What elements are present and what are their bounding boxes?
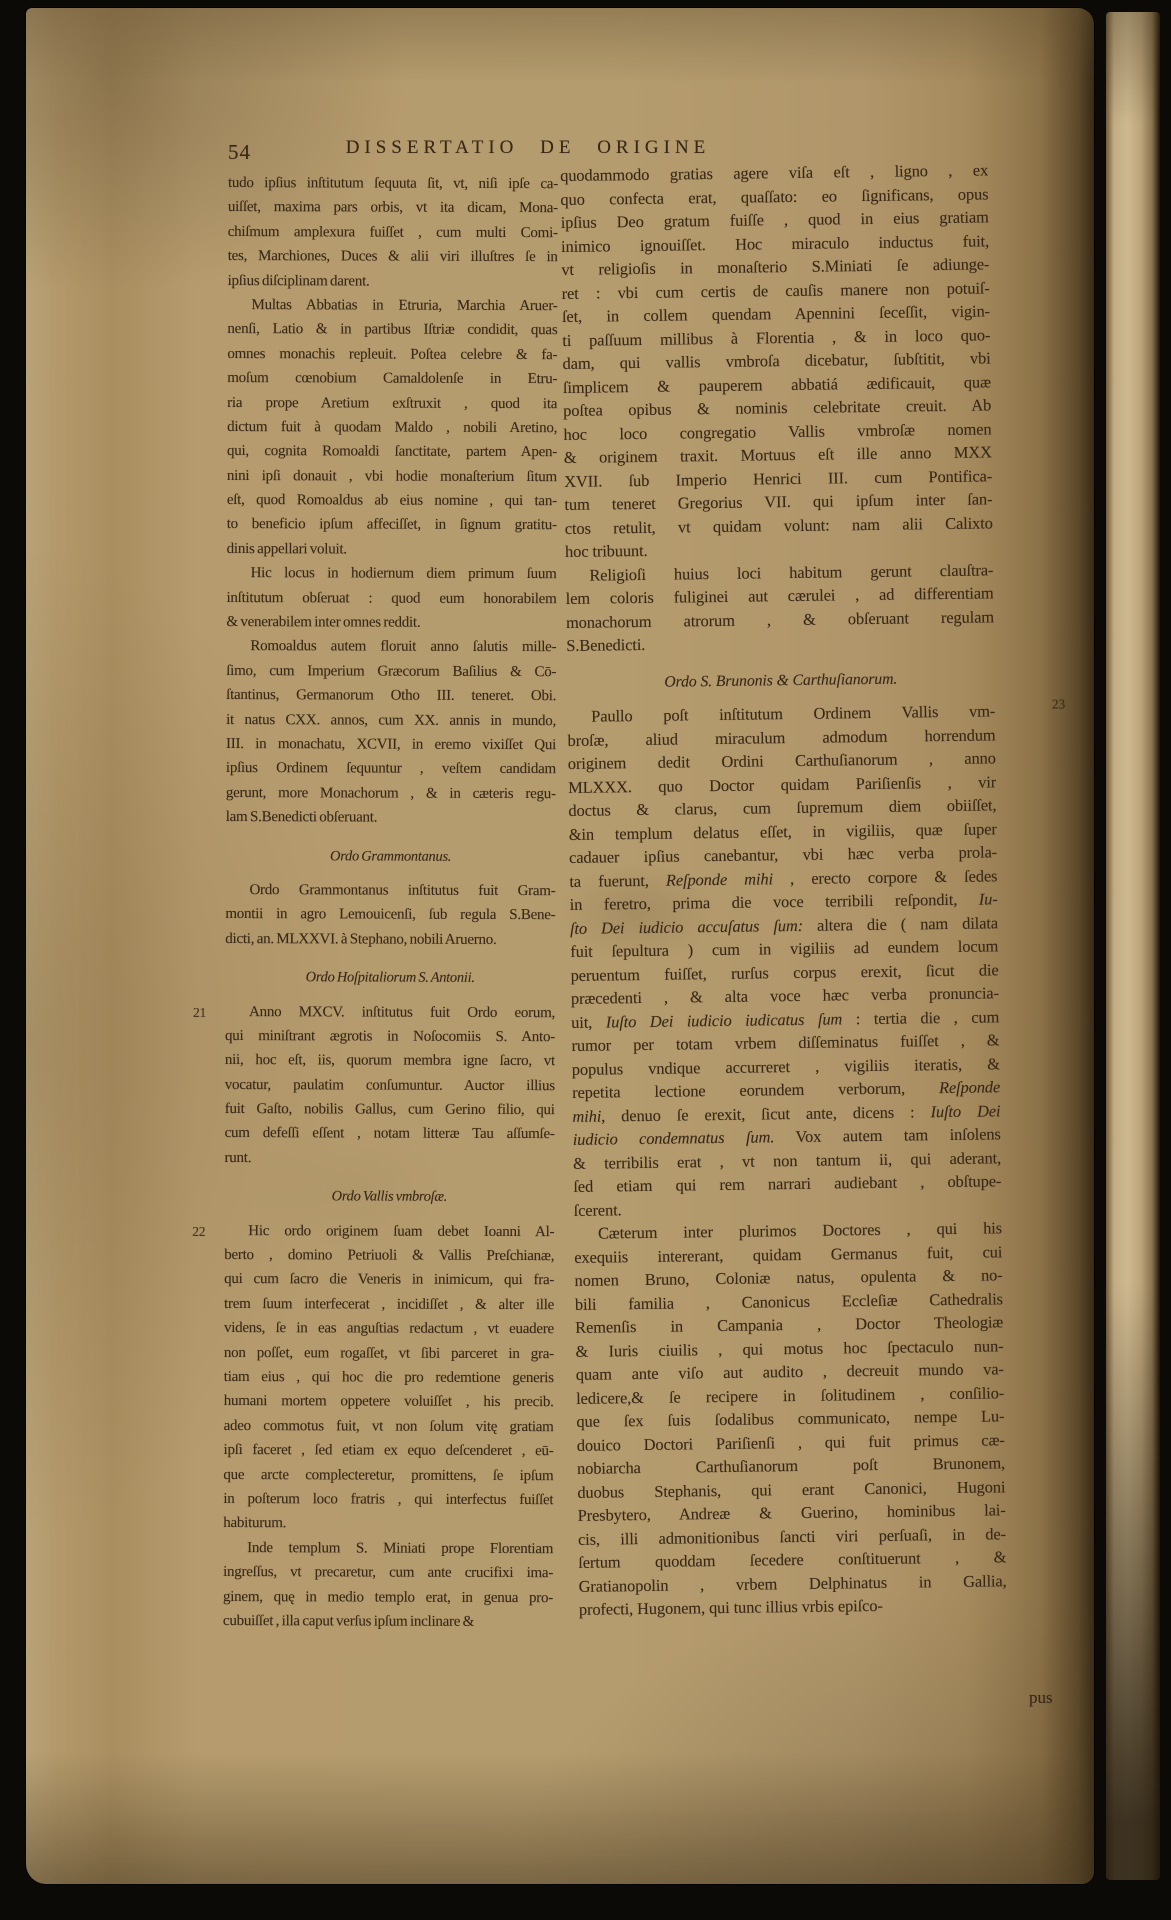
text-line: Hic ordo originem ſuam debet Ioanni Al- <box>248 1222 555 1240</box>
italic-phrase: Iu- <box>978 889 998 909</box>
text-line: doctus & clarus, cum ſupremum diem obiiſſet, <box>568 795 997 820</box>
italic-phrase: ſto Dei iudicio accuſatus ſum: <box>569 915 804 938</box>
paragraph <box>193 1000 556 1172</box>
section-heading: Ordo Hoſpitaliorum S. Antonii. <box>305 969 475 986</box>
text-line: dicti, an. MLXXVI. à Stephano, nobili Aruerno. <box>225 930 497 948</box>
text-line: ſet, in collem quendam Apennini ſeceſſit, vigin- <box>561 301 991 326</box>
text-line: peruentum fuiſſet, rurſus corpus erexit, ſicut die <box>570 959 999 985</box>
text-line: habiturum. <box>223 1515 287 1532</box>
text-line: & venerabilem inter omnes reddit. <box>226 614 421 631</box>
text-line: ſertum quoddam ſecedere conſtituerunt , & <box>578 1547 1007 1572</box>
text-line: broſæ, aliud miraculum admodum horrendum <box>567 724 996 750</box>
text-line: eſt, quod Romoaldus ab eius nomine , qui tan- <box>226 492 557 510</box>
text-segment: : tertia die , cum <box>842 1006 1000 1028</box>
page-number: 54 <box>228 140 251 164</box>
text-line: ſimo, cum Imperium Græcorum Baſilius & Cō- <box>226 662 557 680</box>
left-column <box>192 171 558 1634</box>
text-line: originem dedit Ordini Carthuſianorum , anno <box>567 748 996 773</box>
text-line: S.Benedicti. <box>566 634 646 655</box>
text-line: lem coloris fuliginei aut cærulei , ad differentiam <box>565 583 994 608</box>
text-line: nii, hoc eſt, iis, quorum membra igne ſacro, vt <box>224 1052 555 1070</box>
text-line: hoc loco congregatio Vallis vmbroſæ nomen <box>563 418 992 444</box>
text-line: cum defeſſi eſſent , notam litteræ Tau aſſumſe- <box>224 1125 555 1143</box>
text-line: ipſius Deo gratum fuiſſe , quod in eius gratiam <box>560 207 989 232</box>
catchword: pus <box>1029 1688 1053 1707</box>
text-line: ſcerent. <box>573 1199 622 1220</box>
margin-note: 22 <box>192 1223 206 1239</box>
text-line: ledicere,& ſe recipere in ſolitudinem , conſilio- <box>576 1382 1005 1408</box>
text-line: & Iuris ciuilis , qui motus hoc ſpectaculo nun- <box>575 1335 1004 1361</box>
text-segment: ta fuerunt, <box>569 870 667 891</box>
text-line: videns, ſe in eas anguſtias redactum , vt euadere <box>223 1320 554 1338</box>
text-line: vt religioſis in monaſterio S.Miniati ſe adiunge- <box>561 254 990 279</box>
text-line: nomen Bruno, Coloniæ natus, opulenta & no- <box>574 1265 1003 1290</box>
text-line: Multas Abbatias in Etruria, Marchia Aruer- <box>251 297 558 315</box>
text-segment: Vox autem tam inſolens <box>774 1124 1001 1147</box>
text-line: berto , domino Petriuoli & Vallis Preſchianæ, <box>224 1247 555 1265</box>
italic-phrase: Iuſto Dei <box>930 1100 1001 1121</box>
text-segment: , erecto corpore & ſedes <box>772 865 998 888</box>
text-line: XVII. ſub Imperio Henrici III. cum Pontifica- <box>564 465 993 491</box>
text-line: hoc tribuunt. <box>564 540 648 561</box>
text-line: Anno MXCV. inſtitutus fuit Ordo eorum, <box>249 1003 556 1021</box>
italic-phrase: mihi <box>572 1106 602 1126</box>
text-line: chiſmum amplexura fuiſſet , cum multi Comi- <box>227 223 558 241</box>
text-line: Romoaldus autem floruit anno ſalutis mille- <box>250 638 557 656</box>
scan-page <box>26 8 1094 1884</box>
text-line: ipſius diſciplinam darent. <box>227 272 370 290</box>
text-line: trem ſuum interfecerat , incidiſſet , & alter ille <box>224 1295 555 1313</box>
text-line: lam S.Benedicti obſeruant. <box>225 809 378 826</box>
text-line: poſtea opibus & nominis celebritate creuit. Ab <box>563 395 992 420</box>
paragraph <box>192 1219 555 1537</box>
italic-phrase: Iuſto Dei iudicio iudicatus ſum <box>605 1008 843 1031</box>
text-line: qui, cognita Romoaldi ſanctitate, partem Apen- <box>226 443 558 461</box>
text-line: ctos retulit, vt quidam volunt: nam alii Calixto <box>564 512 993 538</box>
italic-phrase: Reſponde mihi <box>665 868 774 890</box>
text-line: rumor per totam vrbem diſſeminatus fuiſſet , & <box>571 1030 1000 1055</box>
section-heading: Ordo Vallis vmbroſæ. <box>331 1188 448 1206</box>
text-line: quodammodo gratias agere viſa eſt , ligno , ex <box>560 160 989 185</box>
text-line: nobiarcha Carthuſianorum poſt Brunonem, <box>576 1453 1006 1478</box>
text-line: douico Doctori Pariſienſi , qui fuit primus cæ- <box>576 1429 1005 1455</box>
text-line: præcedenti , & alta voce hæc verba pronuncia- <box>570 983 1000 1008</box>
text-line: MLXXX. quo Doctor quidam Pariſienſis , vir <box>568 771 997 797</box>
text-line: III. in monachatu, XCVII, in eremo vixiſſet Qui <box>225 735 557 754</box>
text-line: ti paſſuum millibus à Florentia , & in loco quo- <box>562 324 991 350</box>
text-line: tudo ipſius inſtitutum ſequuta ſit, vt, niſi ipſe ca- <box>227 174 558 193</box>
text-line: to beneficio ipſum affeciſſet, in ſignum gratitu- <box>226 516 557 534</box>
text-line: cis, illi admonitionibus ſancti viri perſuaſi, in de- <box>577 1523 1007 1549</box>
text-line: vocatur, paulatim conſumuntur. Auctor illius <box>224 1076 555 1094</box>
text-line: inſtitutum obſeruat : quod eum honorabilem <box>226 589 557 607</box>
text-line: moſum cœnobium Camaldolenſe in Etru- <box>227 370 558 388</box>
text-line: que ſex ſuis ſodalibus communicato, nempe Lu- <box>576 1406 1005 1431</box>
italic-phrase: Reſponde <box>938 1077 1001 1098</box>
running-header: DISSERTATIO DE ORIGINE <box>345 137 711 158</box>
text-line: ſimplicem & pauperem abbatiá ædificauit, quæ <box>562 371 992 397</box>
text-line: qui cum ſacro die Veneris in inimicum, qui fra- <box>224 1271 555 1289</box>
text-line: ret : vbi cum certis de cauſis manere non potuiſ- <box>561 277 990 303</box>
text-line: Religioſi huius loci habitum gerunt clauſtra- <box>589 559 994 585</box>
text-line: nini ipſi donauit , vbi hodie monaſterium ſitum <box>226 467 557 485</box>
text-segment: uit, <box>571 1011 606 1032</box>
text-line: exequiis intererant, quidam Germanus fuit, cui <box>574 1241 1003 1267</box>
text-line: & originem traxit. Mortuus eſt ille anno MXX <box>563 442 992 467</box>
text-line: bili familia , Canonicus Eccleſiæ Cathedralis <box>574 1288 1004 1314</box>
text-line: humani mortem oppetere voluiſſet , his precib. <box>223 1393 554 1411</box>
paragraph <box>567 696 1066 1222</box>
text-line: omnes monachis repleuit. Poſtea celebre & fa- <box>227 345 558 363</box>
paragraph <box>565 558 994 658</box>
text-line: uiſſet, maxima pars orbis, vt ita dicam, Mona- <box>227 199 558 217</box>
text-line: Cæterum inter plurimos Doctores , qui his <box>597 1218 1003 1243</box>
text-line: tiam eius , qui hoc die pro redemtione generis <box>223 1369 554 1387</box>
text-segment: in feretro, prima die voce terribili reſpondit, <box>569 889 979 914</box>
text-line: populus vndique accurreret , vigiliis iteratis, & <box>571 1053 1000 1079</box>
section-heading: Ordo S. Brunonis & Carthuſianorum. <box>664 670 898 691</box>
margin-note: 21 <box>193 1004 207 1020</box>
right-column <box>560 158 1066 1621</box>
text-line: quam ante viſo aut audito , decreuit mundo va- <box>575 1359 1004 1384</box>
paragraph <box>223 1536 553 1635</box>
text-line: dam, qui vallis vmbroſa dicebatur, ſubſtitit, vbi <box>562 348 991 373</box>
text-line: & terribilis erat , vt non tantum ii, qui aderant, <box>572 1147 1002 1173</box>
text-line: Paullo poſt inſtitutum Ordinem Vallis vm- <box>591 701 996 726</box>
text-line: ingreſſus, vt precaretur, cum ante crucifixi ima- <box>223 1564 554 1582</box>
text-line: ſtantinus, Germanorum Otho III. teneret. Obi. <box>226 687 557 705</box>
text-line: fuit ſepultura ) cum in vigiliis ad eundem locum <box>570 936 999 961</box>
text-line: montii in agro Lemouicenſi, ſub regula S.Bene- <box>225 906 556 924</box>
text-line: duobus Stephanis, qui erant Canonici, Hugoni <box>577 1476 1006 1502</box>
paragraph <box>225 878 555 952</box>
text-line: que arcte complecteretur, promittens, ſe ipſum <box>223 1466 554 1484</box>
text-line: monachorum atrorum , & obſeruant regulam <box>565 606 995 632</box>
text-line: cubuiſſet , illa caput verſus ipſum inclinare & <box>222 1612 475 1630</box>
text-line: dinis appellari voluit. <box>226 540 347 558</box>
section-heading: Ordo Grammontanus. <box>330 847 452 865</box>
text-line: Gratianopolin , vrbem Delphinatus in Gallia, <box>578 1570 1007 1596</box>
text-line: dictum fuit à quodam Maldo , nobili Aretino, <box>227 418 558 437</box>
text-segment: altera die ( nam dilata <box>802 912 999 935</box>
text-line: ria prope Aretium exſtruxit , quod ita <box>227 394 558 412</box>
text-line: tum teneret Gregorius VII. qui ipſum inter ſan- <box>564 489 993 514</box>
text-line: it natus CXX. annos, cum XX. annis in mundo, <box>226 711 557 729</box>
text-line: non poſſet, eum rogaſſet, vt ſibi parceret in gra- <box>223 1344 554 1362</box>
text-line: ginem, quę in medio templo erat, in genua pro- <box>222 1588 554 1606</box>
text-line: profecti, Hugonem, qui tunc illius vrbis epiſco- <box>578 1595 883 1619</box>
text-line: fuit Gaſto, nobilis Gallus, cum Gerino filio, qui <box>224 1101 555 1119</box>
paragraph <box>227 293 558 562</box>
text-line: Hic locus in hodiernum diem primum ſuum <box>250 565 557 583</box>
text-segment: , denuo ſe erexit, ſicut ante, dicens : <box>601 1101 931 1126</box>
text-line: inimico ignouiſſet. Hoc miraculo inductus fuit, <box>560 230 990 256</box>
text-segment: repetita lectione eorundem verborum, <box>572 1078 940 1102</box>
margin-note: 23 <box>1051 696 1066 712</box>
text-line: nenſi, Latio & in partibus Iſtriæ condidit, quas <box>227 321 558 339</box>
italic-phrase: iudicio condemnatus ſum. <box>572 1127 775 1149</box>
text-line: tes, Marchiones, Duces & alii viri illuſtres ſe in <box>227 248 558 266</box>
text-line: in poſterum loco fratris , qui interfectus fuiſſet <box>223 1490 554 1509</box>
adjacent-page-edge <box>1106 12 1160 1880</box>
text-line: Presbytero, Andreæ & Guerino, hominibus lai- <box>577 1500 1006 1525</box>
text-line: cadauer ipſius canebantur, vbi hæc verba prola- <box>568 842 998 867</box>
text-line: ſed etiam qui rem narrari audiebant , obſtupe- <box>573 1171 1002 1196</box>
text-line: &in templum delatus eſſet, in vigiliis, quæ ſuper <box>568 818 997 844</box>
text-line: Ordo Grammontanus inſtitutus fuit Gram- <box>249 882 556 900</box>
text-line: Inde templum S. Miniati prope Florentiam <box>247 1539 554 1557</box>
text-line: ipſi faceret , ſed etiam ex equo deſcenderet , eū- <box>223 1442 554 1460</box>
paragraph <box>574 1216 1007 1621</box>
text-line: runt. <box>224 1149 252 1166</box>
text-line: quo confecta erat, quaſſato: eo ſignificans, opus <box>560 183 989 209</box>
text-line: adeo commotus fuit, vt non ſolum vitę gratiam <box>223 1417 554 1435</box>
paragraph <box>226 634 557 830</box>
text-line: gerunt, more Monachorum , & in cæteris regu- <box>225 784 556 802</box>
paragraph <box>228 171 558 294</box>
text-line: ipſius Ordinem ſequuntur , veſtem candidam <box>225 760 556 778</box>
paragraph <box>226 561 556 635</box>
text-line: qui miniſtrant ægrotis in Noſocomiis S. Anto- <box>224 1027 556 1046</box>
paragraph <box>560 158 993 563</box>
text-line: Remenſis in Campania , Doctor Theologiæ <box>575 1312 1004 1337</box>
